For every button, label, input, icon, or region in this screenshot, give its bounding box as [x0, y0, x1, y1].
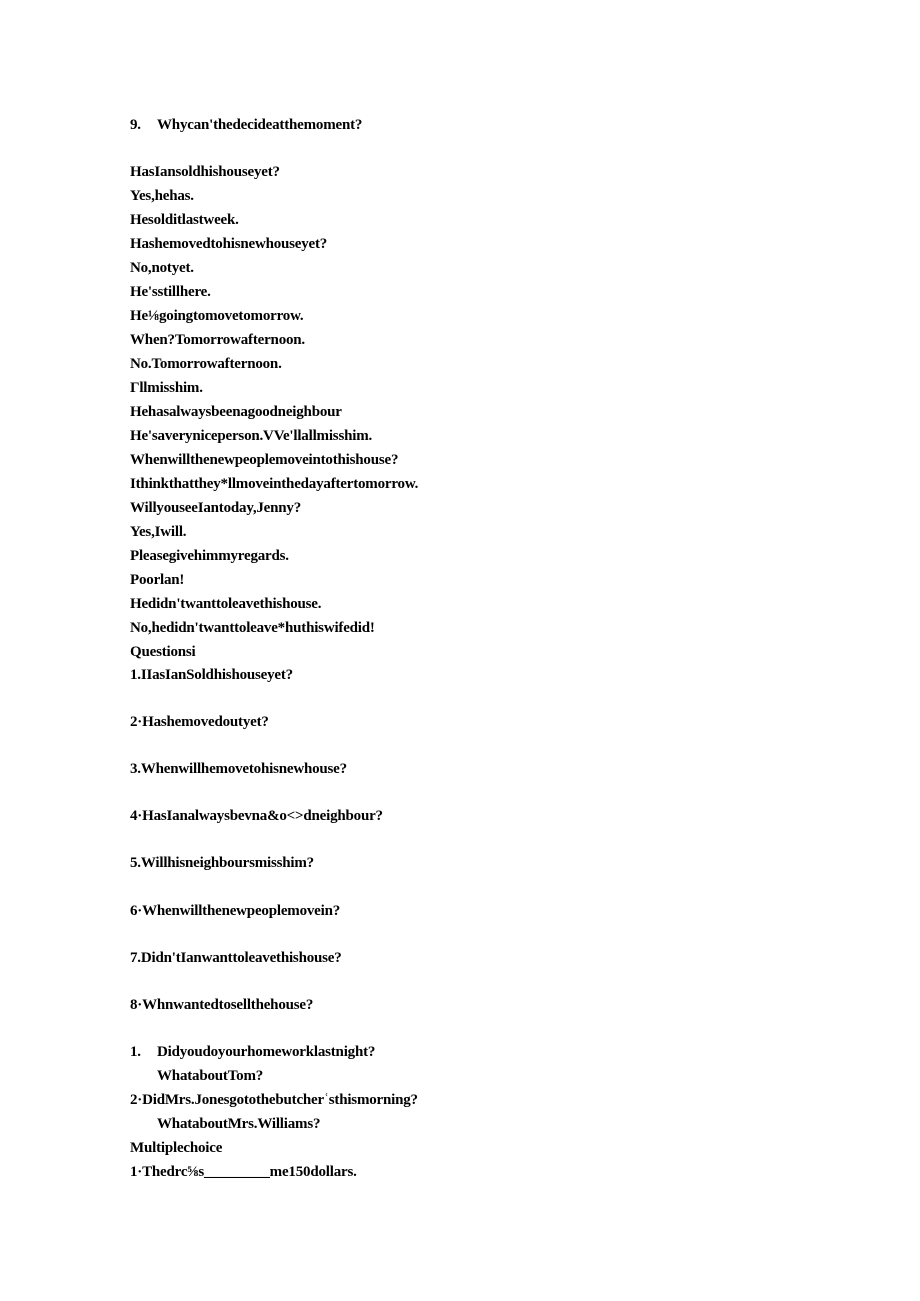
question-item: 1.IIasIanSoldhishouseyet?: [130, 667, 293, 683]
dialogue-line: No,notyet.: [130, 260, 194, 276]
dialogue-line: Pleasegivehimmyregards.: [130, 548, 289, 564]
question-item: 8·Whnwantedtosellthehouse?: [130, 997, 314, 1013]
dialogue-line: Hehasalwaysbeenagoodneighbour: [130, 404, 342, 420]
question-9: [130, 116, 362, 134]
dialogue-line: HasIansoldhishouseyet?: [130, 164, 280, 180]
dialogue-line: Hashemovedtohisnewhouseyet?: [130, 236, 328, 252]
dialogue-line: Yes,hehas.: [130, 188, 194, 204]
exercise-item-1-follow: WhataboutTom?: [157, 1068, 264, 1084]
question-item: 5.Willhisneighboursmisshim?: [130, 855, 314, 871]
question-item: 7.Didn'tIanwanttoleavethishouse?: [130, 950, 342, 966]
exercise-item-2-follow: WhataboutMrs.Williams?: [157, 1116, 321, 1132]
dialogue-line: He'sstillhere.: [130, 284, 211, 300]
dialogue-line: He⅛goingtomovetomorrow.: [130, 308, 304, 324]
dialogue-line: Poorlan!: [130, 572, 185, 588]
dialogue-line: Whenwillthenewpeoplemoveintothishouse?: [130, 452, 399, 468]
dialogue-line: Γllmisshim.: [130, 380, 203, 396]
dialogue-line: No.Tomorrowafternoon.: [130, 356, 282, 372]
exercise-item-1-number: 1.: [130, 1044, 141, 1060]
dialogue-line: Hedidn'twanttoleavethishouse.: [130, 596, 322, 612]
exercise-item-2: 2·DidMrs.Jonesgotothebutcherʿsthismorning?: [130, 1092, 418, 1108]
dialogue-line: Hesolditlastweek.: [130, 212, 239, 228]
exercise-item-1-text: Didyoudoyourhomeworklastnight?: [157, 1044, 376, 1060]
questions-heading: Questionsi: [130, 644, 196, 660]
dialogue-line: Yes,Iwill.: [130, 524, 187, 540]
dialogue-line: When?Tomorrowafternoon.: [130, 332, 305, 348]
dialogue-line: WillyouseeIantoday,Jenny?: [130, 500, 302, 516]
question-item: 6·Whenwillthenewpeoplemovein?: [130, 903, 341, 919]
question-item: 3.Whenwillhemovetohisnewhouse?: [130, 761, 347, 777]
multiple-choice-heading: Multiplechoice: [130, 1140, 223, 1156]
question-item: 4·HasIanalwaysbevna&o<>dneighbour?: [130, 808, 383, 824]
multiple-choice-item: 1·Thedrc⅝s_________me150dollars.: [130, 1164, 357, 1180]
question-9-number: 9.: [130, 117, 141, 133]
question-item: 2·Hashemovedoutyet?: [130, 714, 269, 730]
dialogue-line: Ithinkthatthey*llmoveinthedayaftertomorrow.: [130, 476, 419, 492]
question-9-text: Whycan'thedecideatthemoment?: [157, 117, 363, 133]
dialogue-line: No,hedidn'twanttoleave*huthiswifedid!: [130, 620, 375, 636]
exercise-item-1: [130, 1043, 375, 1061]
dialogue-line: He'saveryniceperson.VVe'llallmisshim.: [130, 428, 373, 444]
